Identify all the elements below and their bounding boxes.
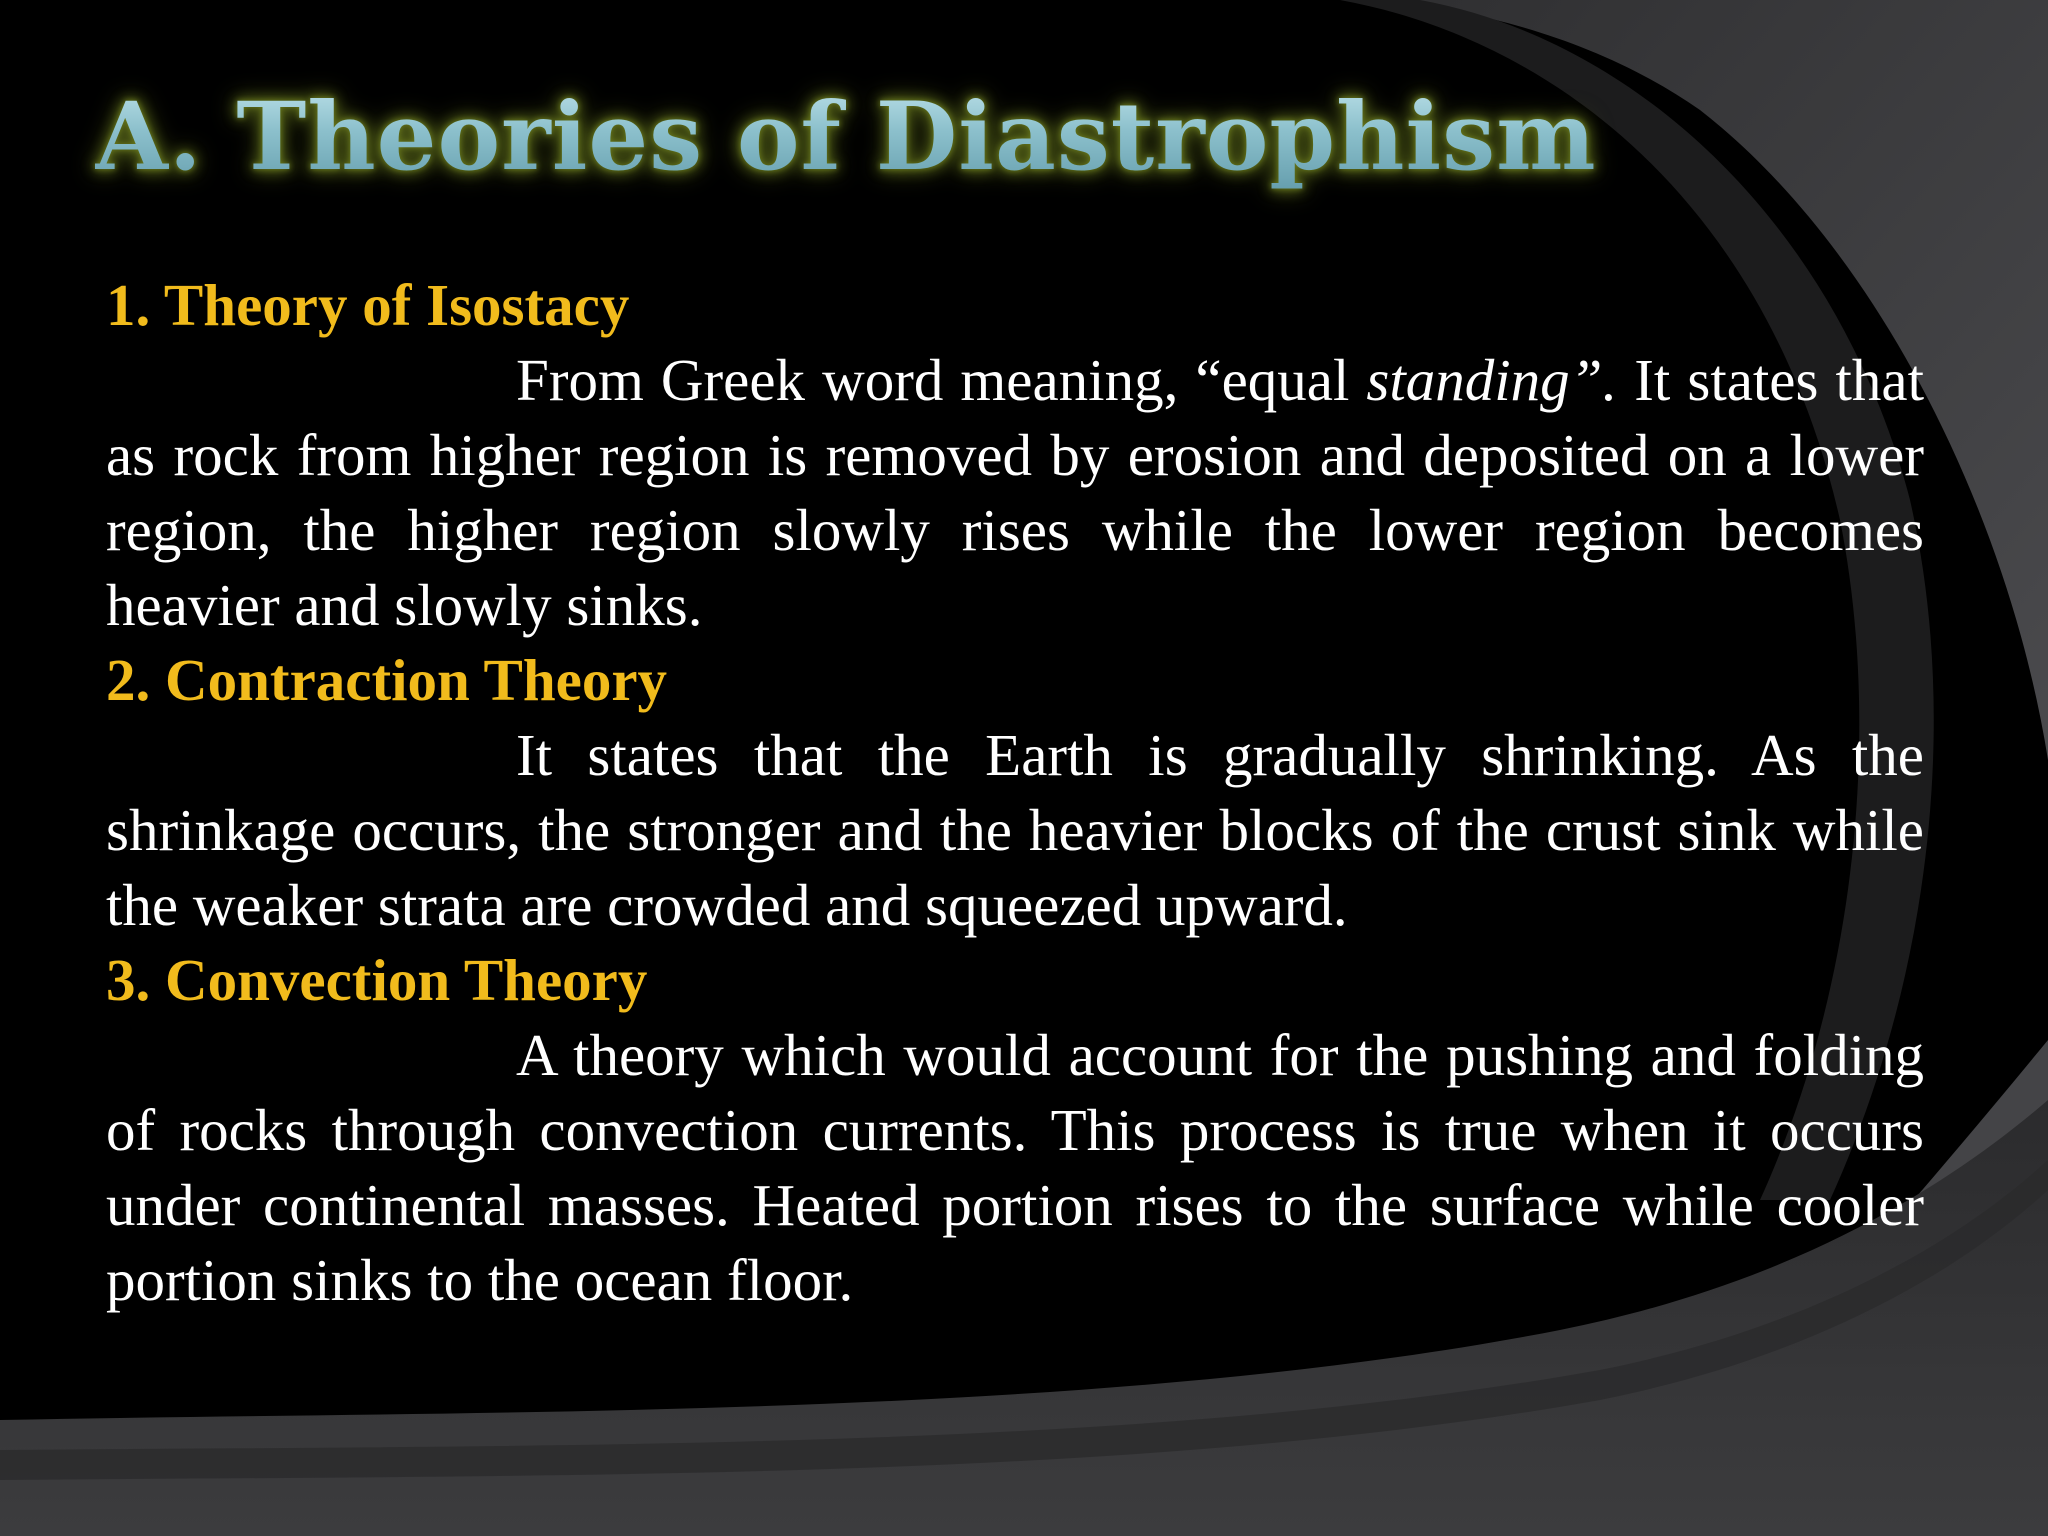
slide-body [106,268,1924,1318]
theory-1-text-rest: It states that as rock from higher region is removed by erosion and deposited on a lower region, the higher region slowly rises while the lower region becomes heavier and slowly sinks. [106,347,1924,638]
theory-1-text-start: From Greek word meaning, “equal [516,347,1367,413]
theory-2-description: It states that the Earth is gradually shrinking. As the shrinkage occurs, the stronger and the heavier blocks of the crust sink while the weaker strata are crowded and squeezed upward. [106,722,1924,938]
theory-3-heading: 3. Convection Theory [106,947,648,1013]
theory-2-heading: 2. Contraction Theory [106,647,668,713]
slide-title: A. Theories of Diastrophism [95,72,1597,202]
theory-1-heading: 1. Theory of Isostacy [106,272,630,338]
theory-1-description [106,343,1924,643]
theory-1-italic-term: standing”. [1366,347,1618,413]
theory-3-description: A theory which would account for the pushing and folding of rocks through convection currents. This process is true when it occurs under continental masses. Heated portion rises to the surface while cooler portion sinks to the ocean floor. [106,1022,1924,1313]
